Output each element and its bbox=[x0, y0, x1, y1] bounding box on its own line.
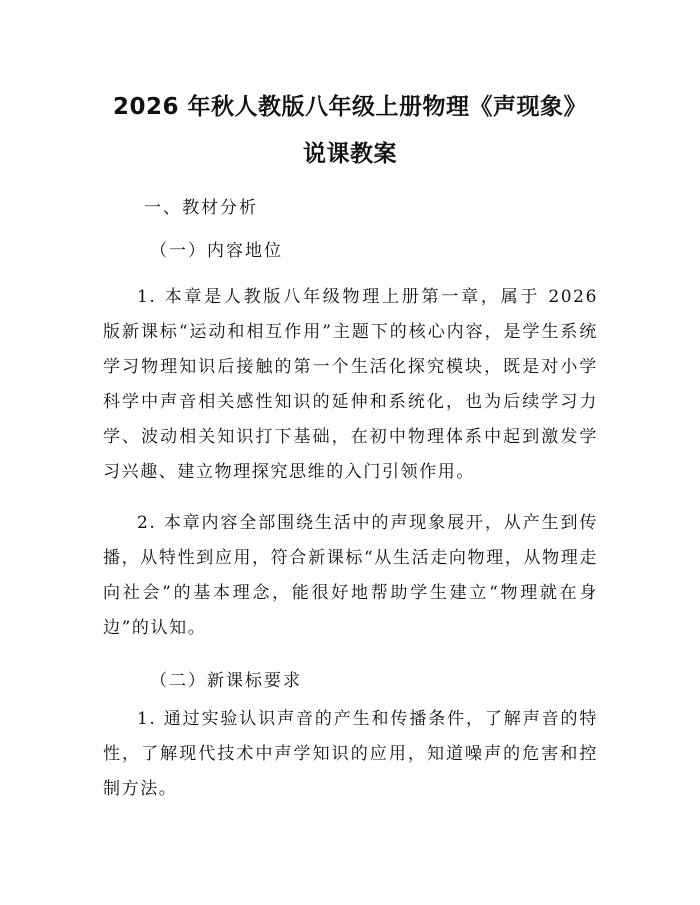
paragraph-3: 1. 通过实验认识声音的产生和传播条件，了解声音的特性，了解现代技术中声学知识的应用，知道噪声的危害和控制方法。 bbox=[103, 709, 598, 799]
document-subtitle: 说课教案 bbox=[303, 141, 397, 167]
section-heading-textbook-analysis: 一、教材分析 bbox=[144, 198, 258, 218]
paragraph-2: 2. 本章内容全部围绕生活中的声现象展开，从产生到传播，从特性到应用，符合新课标“从生活走向物理，从物理走向社会”的基本理念，能很好地帮助学生建立“物理就在身边”的认知。 bbox=[103, 513, 598, 638]
subsection-heading-content-position: （一）内容地位 bbox=[150, 241, 283, 261]
document-title: 2026 年秋人教版八年级上册物理《声现象》 bbox=[112, 94, 588, 120]
paragraph-1: 1. 本章是人教版八年级物理上册第一章，属于 2026 版新课标“运动和相互作用”主题下的核心内容，是学生系统学习物理知识后接触的第一个生活化探究模块，既是对小学科学中声音相关感性知识的延伸和系统化，也为后续学习力学、波动相关知识打下基础，在初中物理体系中起到激发学习兴趣、建立物理探究思维的入门引领作用。 bbox=[103, 287, 598, 482]
subsection-heading-curriculum-requirements: （二）新课标要求 bbox=[150, 671, 302, 691]
